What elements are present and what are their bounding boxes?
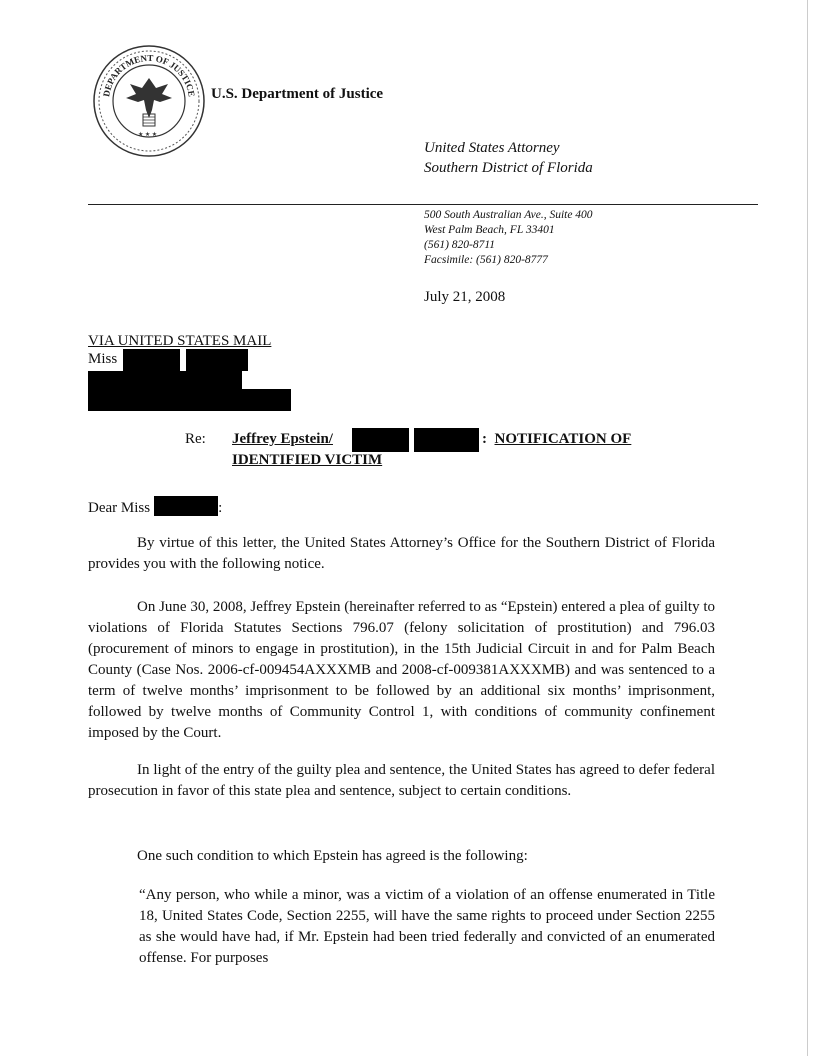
address-fax: Facsimile: (561) 820-8777 bbox=[424, 254, 548, 266]
office-district: Southern District of Florida bbox=[424, 160, 593, 176]
redaction-block bbox=[414, 428, 479, 452]
salutation-suffix: : bbox=[218, 500, 223, 516]
svg-text:★ ★ ★: ★ ★ ★ bbox=[138, 132, 158, 138]
letter-date: July 21, 2008 bbox=[424, 289, 506, 305]
redaction-block bbox=[154, 496, 218, 516]
redaction-block bbox=[88, 389, 291, 411]
subject-colon: : bbox=[482, 431, 487, 447]
subject-title-part1: NOTIFICATION OF bbox=[494, 431, 632, 447]
delivery-method: VIA UNITED STATES MAIL bbox=[88, 333, 272, 349]
subject-name: Jeffrey Epstein/ bbox=[232, 431, 333, 447]
address-street: 500 South Australian Ave., Suite 400 bbox=[424, 209, 593, 221]
subject-label: Re: bbox=[185, 431, 206, 447]
redaction-block bbox=[352, 428, 409, 452]
subject-title-part2: IDENTIFIED VICTIM bbox=[232, 452, 383, 468]
doj-seal bbox=[92, 44, 206, 158]
page-edge-line bbox=[807, 0, 808, 1056]
letterhead-divider bbox=[88, 204, 758, 205]
department-name: U.S. Department of Justice bbox=[211, 86, 384, 102]
seal-icon bbox=[92, 44, 206, 158]
address-phone: (561) 820-8711 bbox=[424, 239, 496, 251]
office-title: United States Attorney bbox=[424, 140, 560, 156]
seal-text: DEPARTMENT OF JUSTICE bbox=[101, 52, 197, 98]
body-paragraph-4: One such condition to which Epstein has agreed is the following: bbox=[137, 848, 528, 864]
redaction-block bbox=[88, 371, 242, 391]
body-paragraph-2: On June 30, 2008, Jeffrey Epstein (hereinafter referred to as “Epstein) entered a plea of guilty to violations of Florida Statutes Sections 796.07 (felony solicitation of prostitution) and 796.03 (procurement of minors to engage in prostitution), in the 15th Judicial Circuit in and for Palm Beach County (Case Nos. 2006-cf-009454AXXXMB and 2008-cf-009381AXXXMB) and was sentenced to a term of twelve months’ imprisonment to be followed by an additional six months’ imprisonment, followed by twelve months of Community Control 1, with conditions of community confinement imposed by the Court. bbox=[88, 599, 715, 741]
recipient-prefix: Miss bbox=[88, 351, 118, 367]
redaction-block bbox=[123, 349, 180, 371]
body-paragraph-3: In light of the entry of the guilty plea and sentence, the United States has agreed to defer federal prosecution in favor of this state plea and sentence, subject to certain conditions. bbox=[88, 762, 715, 799]
body-paragraph-1: By virtue of this letter, the United States Attorney’s Office for the Southern District of Florida provides you with the following notice. bbox=[88, 535, 715, 572]
subject-line bbox=[232, 431, 333, 448]
quoted-condition: “Any person, who while a minor, was a victim of a violation of an offense enumerated in Title 18, United States Code, Section 2255, will have the same rights to proceed under Section 2255 as she would have had, if Mr. Epstein had been tried federally and convicted of an enumerated offense. For purposes bbox=[139, 887, 715, 966]
address-city: West Palm Beach, FL 33401 bbox=[424, 224, 555, 236]
redaction-block bbox=[186, 349, 248, 371]
salutation bbox=[88, 496, 222, 517]
salutation-prefix: Dear Miss bbox=[88, 500, 151, 516]
subject-title bbox=[482, 431, 631, 448]
